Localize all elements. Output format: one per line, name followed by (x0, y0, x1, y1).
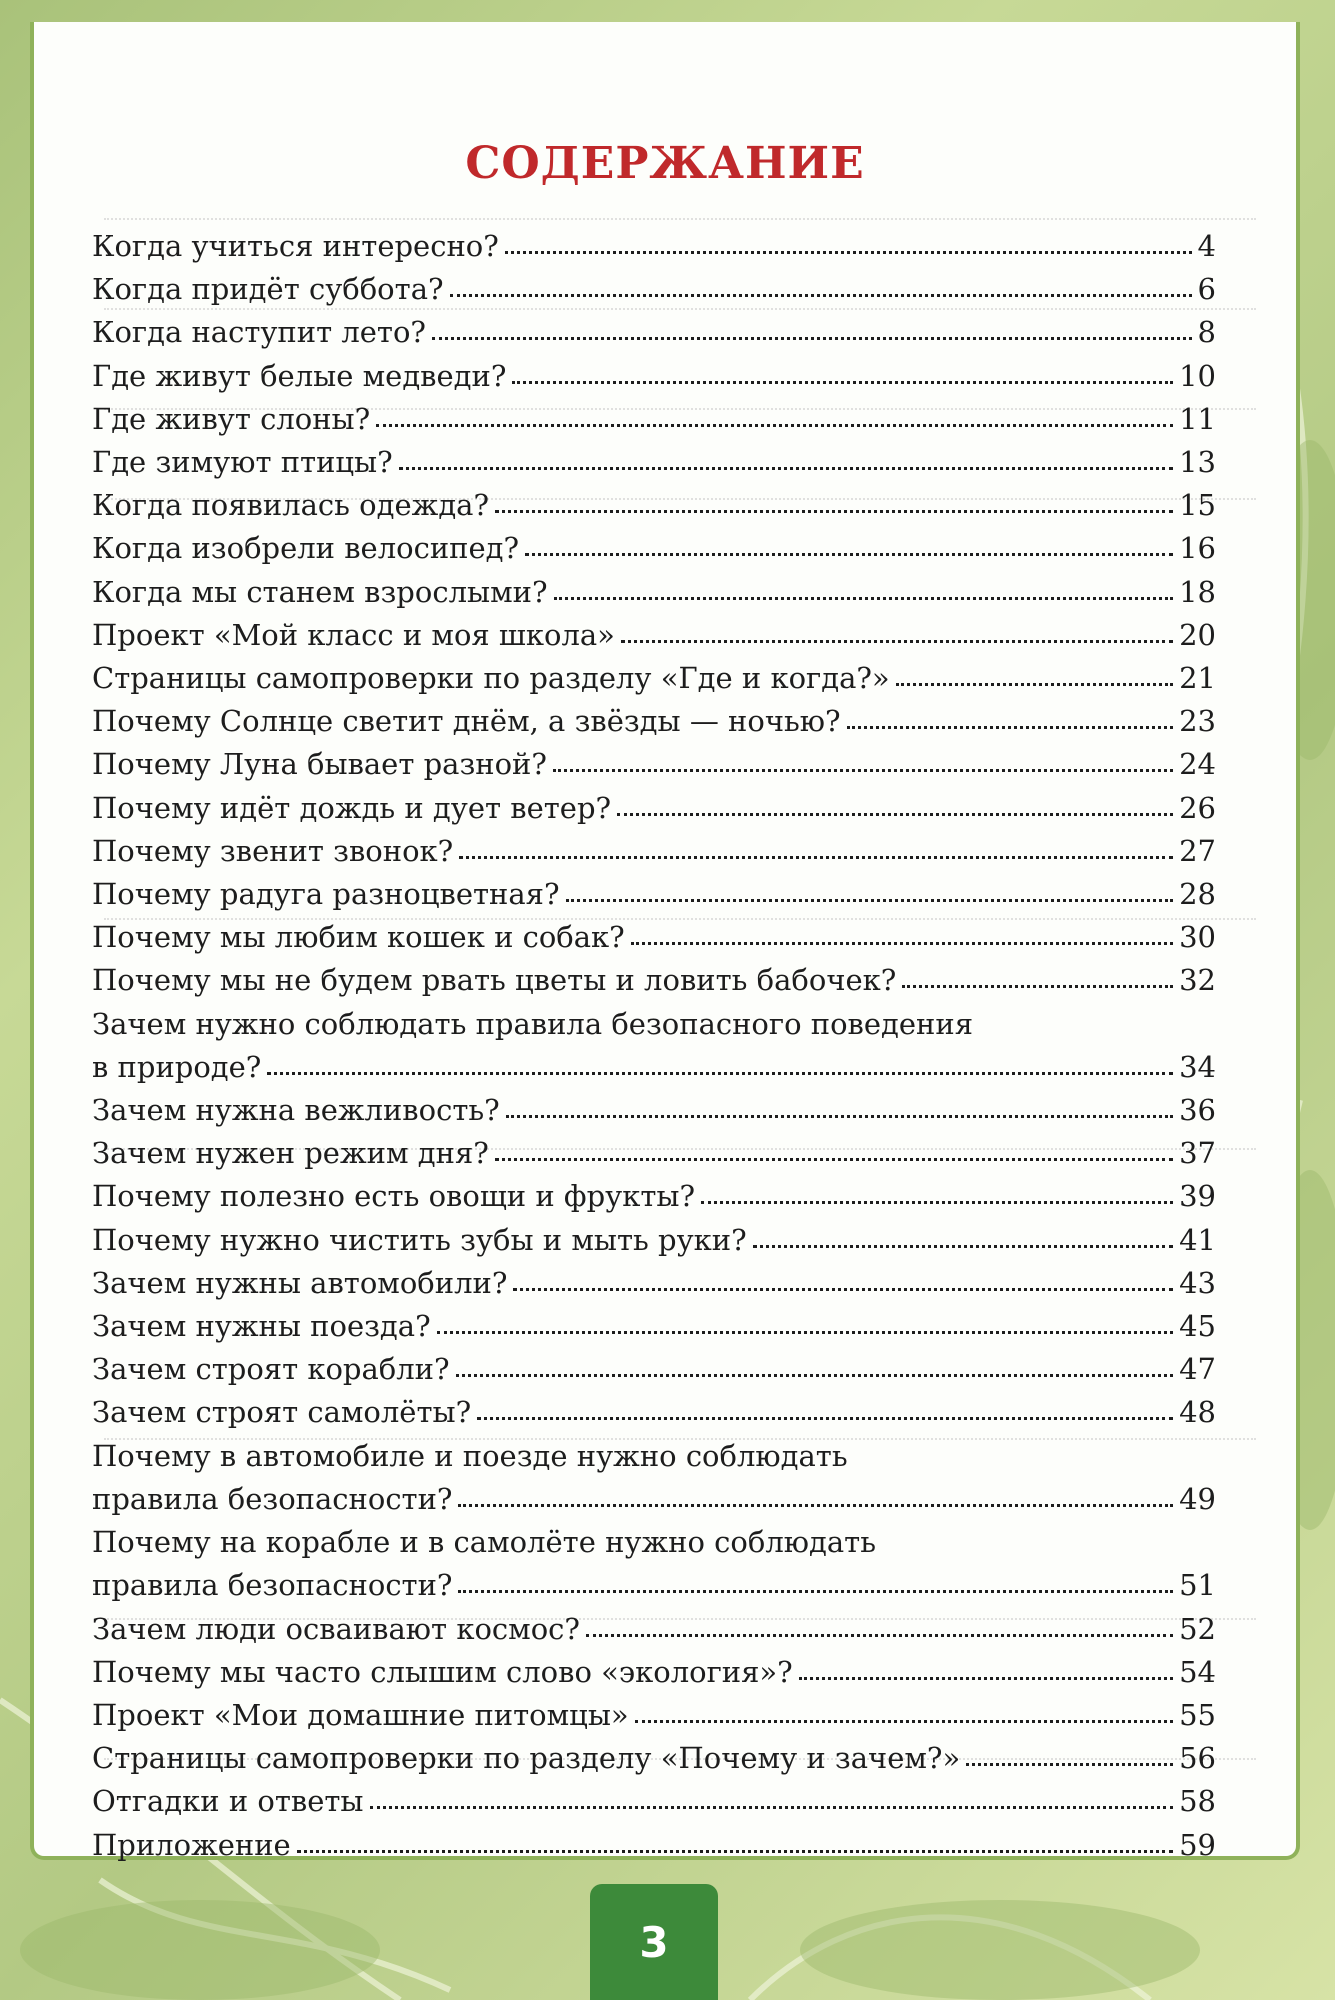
toc-entry[interactable] (92, 959, 1216, 1002)
dot-leader (495, 1141, 1173, 1161)
toc-entry-page: 54 (1179, 1654, 1216, 1689)
toc-entry-line (92, 1046, 1216, 1089)
toc-entry[interactable] (92, 1219, 1216, 1262)
toc-entry-page: 13 (1179, 445, 1216, 480)
dot-leader (458, 1573, 1173, 1593)
toc-entry-page: 11 (1179, 401, 1216, 436)
toc-entry-line (92, 355, 1216, 398)
toc-entry-page: 8 (1197, 315, 1216, 350)
toc-entry-line (92, 398, 1216, 441)
toc-entry-page: 16 (1179, 531, 1216, 566)
dot-leader (753, 1227, 1173, 1247)
toc-entry-line (92, 1824, 1216, 1867)
toc-entry-line (92, 1219, 1216, 1262)
dot-leader (553, 752, 1173, 772)
toc-entry-title: Когда мы станем взрослыми? (92, 574, 548, 609)
toc-entry-title: Когда изобрели велосипед? (92, 531, 520, 566)
dot-leader (902, 968, 1173, 988)
toc-entry[interactable] (92, 1737, 1216, 1780)
page-title: СОДЕРЖАНИЕ (465, 138, 865, 189)
dot-leader (459, 838, 1173, 858)
page-number-tab (590, 1884, 718, 2000)
toc-entry[interactable] (92, 1521, 1216, 1607)
toc-entry[interactable] (92, 830, 1216, 873)
toc-entry-page: 32 (1179, 963, 1216, 998)
toc-entry[interactable] (92, 1003, 1216, 1089)
toc-entry-page: 41 (1179, 1222, 1216, 1257)
toc-entry-title: Зачем нужна вежливость? (92, 1093, 500, 1128)
toc-entry-line (92, 1348, 1216, 1391)
toc-entry-title: правила безопасности? (92, 1481, 453, 1516)
toc-entry[interactable] (92, 1175, 1216, 1218)
toc-entry-line (92, 225, 1216, 268)
toc-entry-line (92, 1132, 1216, 1175)
toc-entry-line (92, 1564, 1216, 1607)
toc-entry[interactable] (92, 441, 1216, 484)
toc-entry-page: 48 (1179, 1395, 1216, 1430)
dot-leader (701, 1184, 1173, 1204)
dot-leader (370, 1789, 1174, 1809)
toc-entry-title: Страницы самопроверки по разделу «Где и когда?» (92, 661, 890, 696)
toc-entry-title: Когда придёт суббота? (92, 272, 444, 307)
dot-leader (456, 1357, 1174, 1377)
toc-entry[interactable] (92, 311, 1216, 354)
toc-entry-line (92, 614, 1216, 657)
dot-leader (506, 1098, 1173, 1118)
toc-entry-title: Зачем люди осваивают космос? (92, 1611, 580, 1646)
toc-entry-title: в природе? (92, 1049, 262, 1084)
toc-entry[interactable] (92, 1651, 1216, 1694)
toc-entry-page: 52 (1179, 1611, 1216, 1646)
toc-entry-line (92, 1780, 1216, 1823)
toc-entry-page: 10 (1179, 358, 1216, 393)
dot-leader (505, 234, 1192, 254)
toc-entry-title: Когда наступит лето? (92, 315, 426, 350)
toc-entry-line (92, 743, 1216, 786)
toc-entry[interactable] (92, 571, 1216, 614)
toc-entry[interactable] (92, 1780, 1216, 1823)
toc-entry-title: Где живут белые медведи? (92, 358, 507, 393)
toc-entry-line (92, 959, 1216, 1002)
toc-entry-title: Почему радуга разноцветная? (92, 877, 560, 912)
dot-leader (432, 320, 1192, 340)
toc-entry[interactable] (92, 1391, 1216, 1434)
dot-leader (450, 277, 1192, 297)
toc-entry[interactable] (92, 1305, 1216, 1348)
toc-entry-title: правила безопасности? (92, 1568, 453, 1603)
toc-entry-title: Зачем строят корабли? (92, 1352, 450, 1387)
toc-entry[interactable] (92, 268, 1216, 311)
dot-leader (376, 406, 1173, 426)
toc-entry-title: Почему мы не будем рвать цветы и ловить бабочек? (92, 963, 897, 998)
toc-entry-page: 24 (1179, 747, 1216, 782)
toc-entry-line (92, 657, 1216, 700)
toc-entry[interactable] (92, 743, 1216, 786)
toc-entry-title: Зачем строят самолёты? (92, 1395, 472, 1430)
dot-leader (512, 363, 1173, 383)
toc-entry[interactable] (92, 398, 1216, 441)
toc-entry-line (92, 484, 1216, 527)
toc-entry-page: 36 (1179, 1093, 1216, 1128)
toc-entry-title: Почему Луна бывает разной? (92, 747, 547, 782)
toc-entry-page: 26 (1179, 790, 1216, 825)
toc-entry-title: Когда появилась одежда? (92, 488, 490, 523)
dot-leader (297, 1832, 1173, 1852)
dot-leader (635, 1703, 1173, 1723)
dot-leader (621, 622, 1173, 642)
toc-entry-line (92, 268, 1216, 311)
toc-entry-title: Зачем нужны поезда? (92, 1309, 431, 1344)
toc-entry-line (92, 1737, 1216, 1780)
toc-entry-title: Проект «Мои домашние питомцы» (92, 1697, 629, 1732)
toc-entry-page: 28 (1179, 877, 1216, 912)
toc-entry-title-first-line: Зачем нужно соблюдать правила безопасного поведения (92, 1006, 974, 1041)
toc-entry-title-first-line: Почему на корабле и в самолёте нужно соблюдать (92, 1525, 876, 1560)
toc-entry[interactable] (92, 355, 1216, 398)
toc-entry[interactable] (92, 1132, 1216, 1175)
toc-entry-page: 20 (1179, 617, 1216, 652)
toc-entry-title: Почему полезно есть овощи и фрукты? (92, 1179, 695, 1214)
toc-entry-page: 55 (1179, 1697, 1216, 1732)
toc-entry-page: 47 (1179, 1352, 1216, 1387)
toc-entry-title: Отгадки и ответы (92, 1784, 364, 1819)
dot-leader (966, 1746, 1173, 1766)
toc-entry[interactable] (92, 484, 1216, 527)
toc-entry-page: 15 (1179, 488, 1216, 523)
toc-entry-line (92, 441, 1216, 484)
toc-entry[interactable] (92, 527, 1216, 570)
toc-entry-page: 34 (1179, 1049, 1216, 1084)
toc-entry[interactable] (92, 700, 1216, 743)
toc-entry-title: Проект «Мой класс и моя школа» (92, 617, 615, 652)
toc-entry-title: Зачем нужен режим дня? (92, 1136, 489, 1171)
dot-leader (513, 1270, 1173, 1290)
toc-entry[interactable] (92, 1694, 1216, 1737)
toc-entry-title-first-line: Почему в автомобиле и поезде нужно соблюдать (92, 1438, 848, 1473)
dot-leader (437, 1314, 1173, 1334)
toc-entry-line (92, 1262, 1216, 1305)
toc-entry[interactable] (92, 787, 1216, 830)
page-number: 3 (639, 1917, 669, 1967)
toc-entry-line (92, 1694, 1216, 1737)
dot-leader (631, 925, 1173, 945)
toc-entry[interactable] (92, 1608, 1216, 1651)
toc-entry[interactable] (92, 1824, 1216, 1867)
toc-entry-page: 59 (1179, 1827, 1216, 1862)
toc-entry[interactable] (92, 1435, 1216, 1521)
toc-entry-title: Почему звенит звонок? (92, 833, 454, 868)
toc-entry-title: Почему мы часто слышим слово «экология»? (92, 1654, 793, 1689)
toc-entry-title: Почему Солнце светит днём, а звёзды — ночью? (92, 704, 841, 739)
toc-entry-line (92, 527, 1216, 570)
toc-entry-title: Почему идёт дождь и дует ветер? (92, 790, 612, 825)
dot-leader (554, 579, 1174, 599)
toc-entry-line (92, 830, 1216, 873)
dot-leader (458, 1487, 1173, 1507)
dot-leader (495, 493, 1173, 513)
toc-entry-page: 18 (1179, 574, 1216, 609)
toc-entry-title: Где зимуют птицы? (92, 445, 393, 480)
toc-entry-title: Когда учиться интересно? (92, 229, 499, 263)
toc-entry-title: Зачем нужны автомобили? (92, 1265, 508, 1300)
toc-entry-line (92, 1608, 1216, 1651)
toc-entry-title: Почему нужно чистить зубы и мыть руки? (92, 1222, 747, 1257)
dot-leader (586, 1616, 1173, 1636)
toc-entry-page: 30 (1179, 920, 1216, 955)
toc-entry-line (92, 787, 1216, 830)
toc-entry[interactable] (92, 916, 1216, 959)
table-of-contents (92, 225, 1216, 1867)
toc-entry-line (92, 700, 1216, 743)
toc-entry[interactable] (92, 1089, 1216, 1132)
toc-entry-title: Приложение (92, 1827, 291, 1862)
toc-entry-page: 37 (1179, 1136, 1216, 1171)
dot-leader (525, 536, 1173, 556)
toc-entry[interactable] (92, 614, 1216, 657)
toc-entry-page: 56 (1179, 1741, 1216, 1776)
dot-leader (617, 795, 1173, 815)
dot-leader (799, 1659, 1173, 1679)
toc-entry-page: 43 (1179, 1265, 1216, 1300)
toc-entry[interactable] (92, 873, 1216, 916)
toc-entry[interactable] (92, 225, 1216, 268)
toc-entry-line (92, 311, 1216, 354)
toc-entry-line (92, 1089, 1216, 1132)
toc-entry-page: 4 (1197, 229, 1216, 263)
toc-entry-page: 27 (1179, 833, 1216, 868)
dot-leader (566, 882, 1174, 902)
dot-leader (847, 709, 1173, 729)
toc-entry-page: 45 (1179, 1309, 1216, 1344)
dot-leader (477, 1400, 1173, 1420)
toc-entry-line (92, 1305, 1216, 1348)
toc-entry[interactable] (92, 1262, 1216, 1305)
toc-entry-title: Страницы самопроверки по разделу «Почему и зачем?» (92, 1741, 961, 1776)
toc-entry-line (92, 873, 1216, 916)
toc-entry[interactable] (92, 657, 1216, 700)
toc-entry[interactable] (92, 1348, 1216, 1391)
toc-entry-page: 21 (1179, 661, 1216, 696)
toc-entry-line (92, 571, 1216, 614)
dot-leader (399, 450, 1173, 470)
dot-leader (896, 666, 1173, 686)
toc-entry-page: 49 (1179, 1481, 1216, 1516)
toc-entry-page: 6 (1197, 272, 1216, 307)
toc-entry-page: 51 (1179, 1568, 1216, 1603)
toc-entry-page: 39 (1179, 1179, 1216, 1214)
toc-entry-line (92, 1651, 1216, 1694)
toc-entry-page: 58 (1179, 1784, 1216, 1819)
toc-entry-line (92, 1391, 1216, 1434)
toc-entry-line (92, 916, 1216, 959)
toc-entry-line (92, 1175, 1216, 1218)
dot-leader (267, 1054, 1173, 1074)
toc-entry-title: Где живут слоны? (92, 401, 371, 436)
toc-entry-page: 23 (1179, 704, 1216, 739)
toc-entry-title: Почему мы любим кошек и собак? (92, 920, 625, 955)
toc-entry-line (92, 1478, 1216, 1521)
